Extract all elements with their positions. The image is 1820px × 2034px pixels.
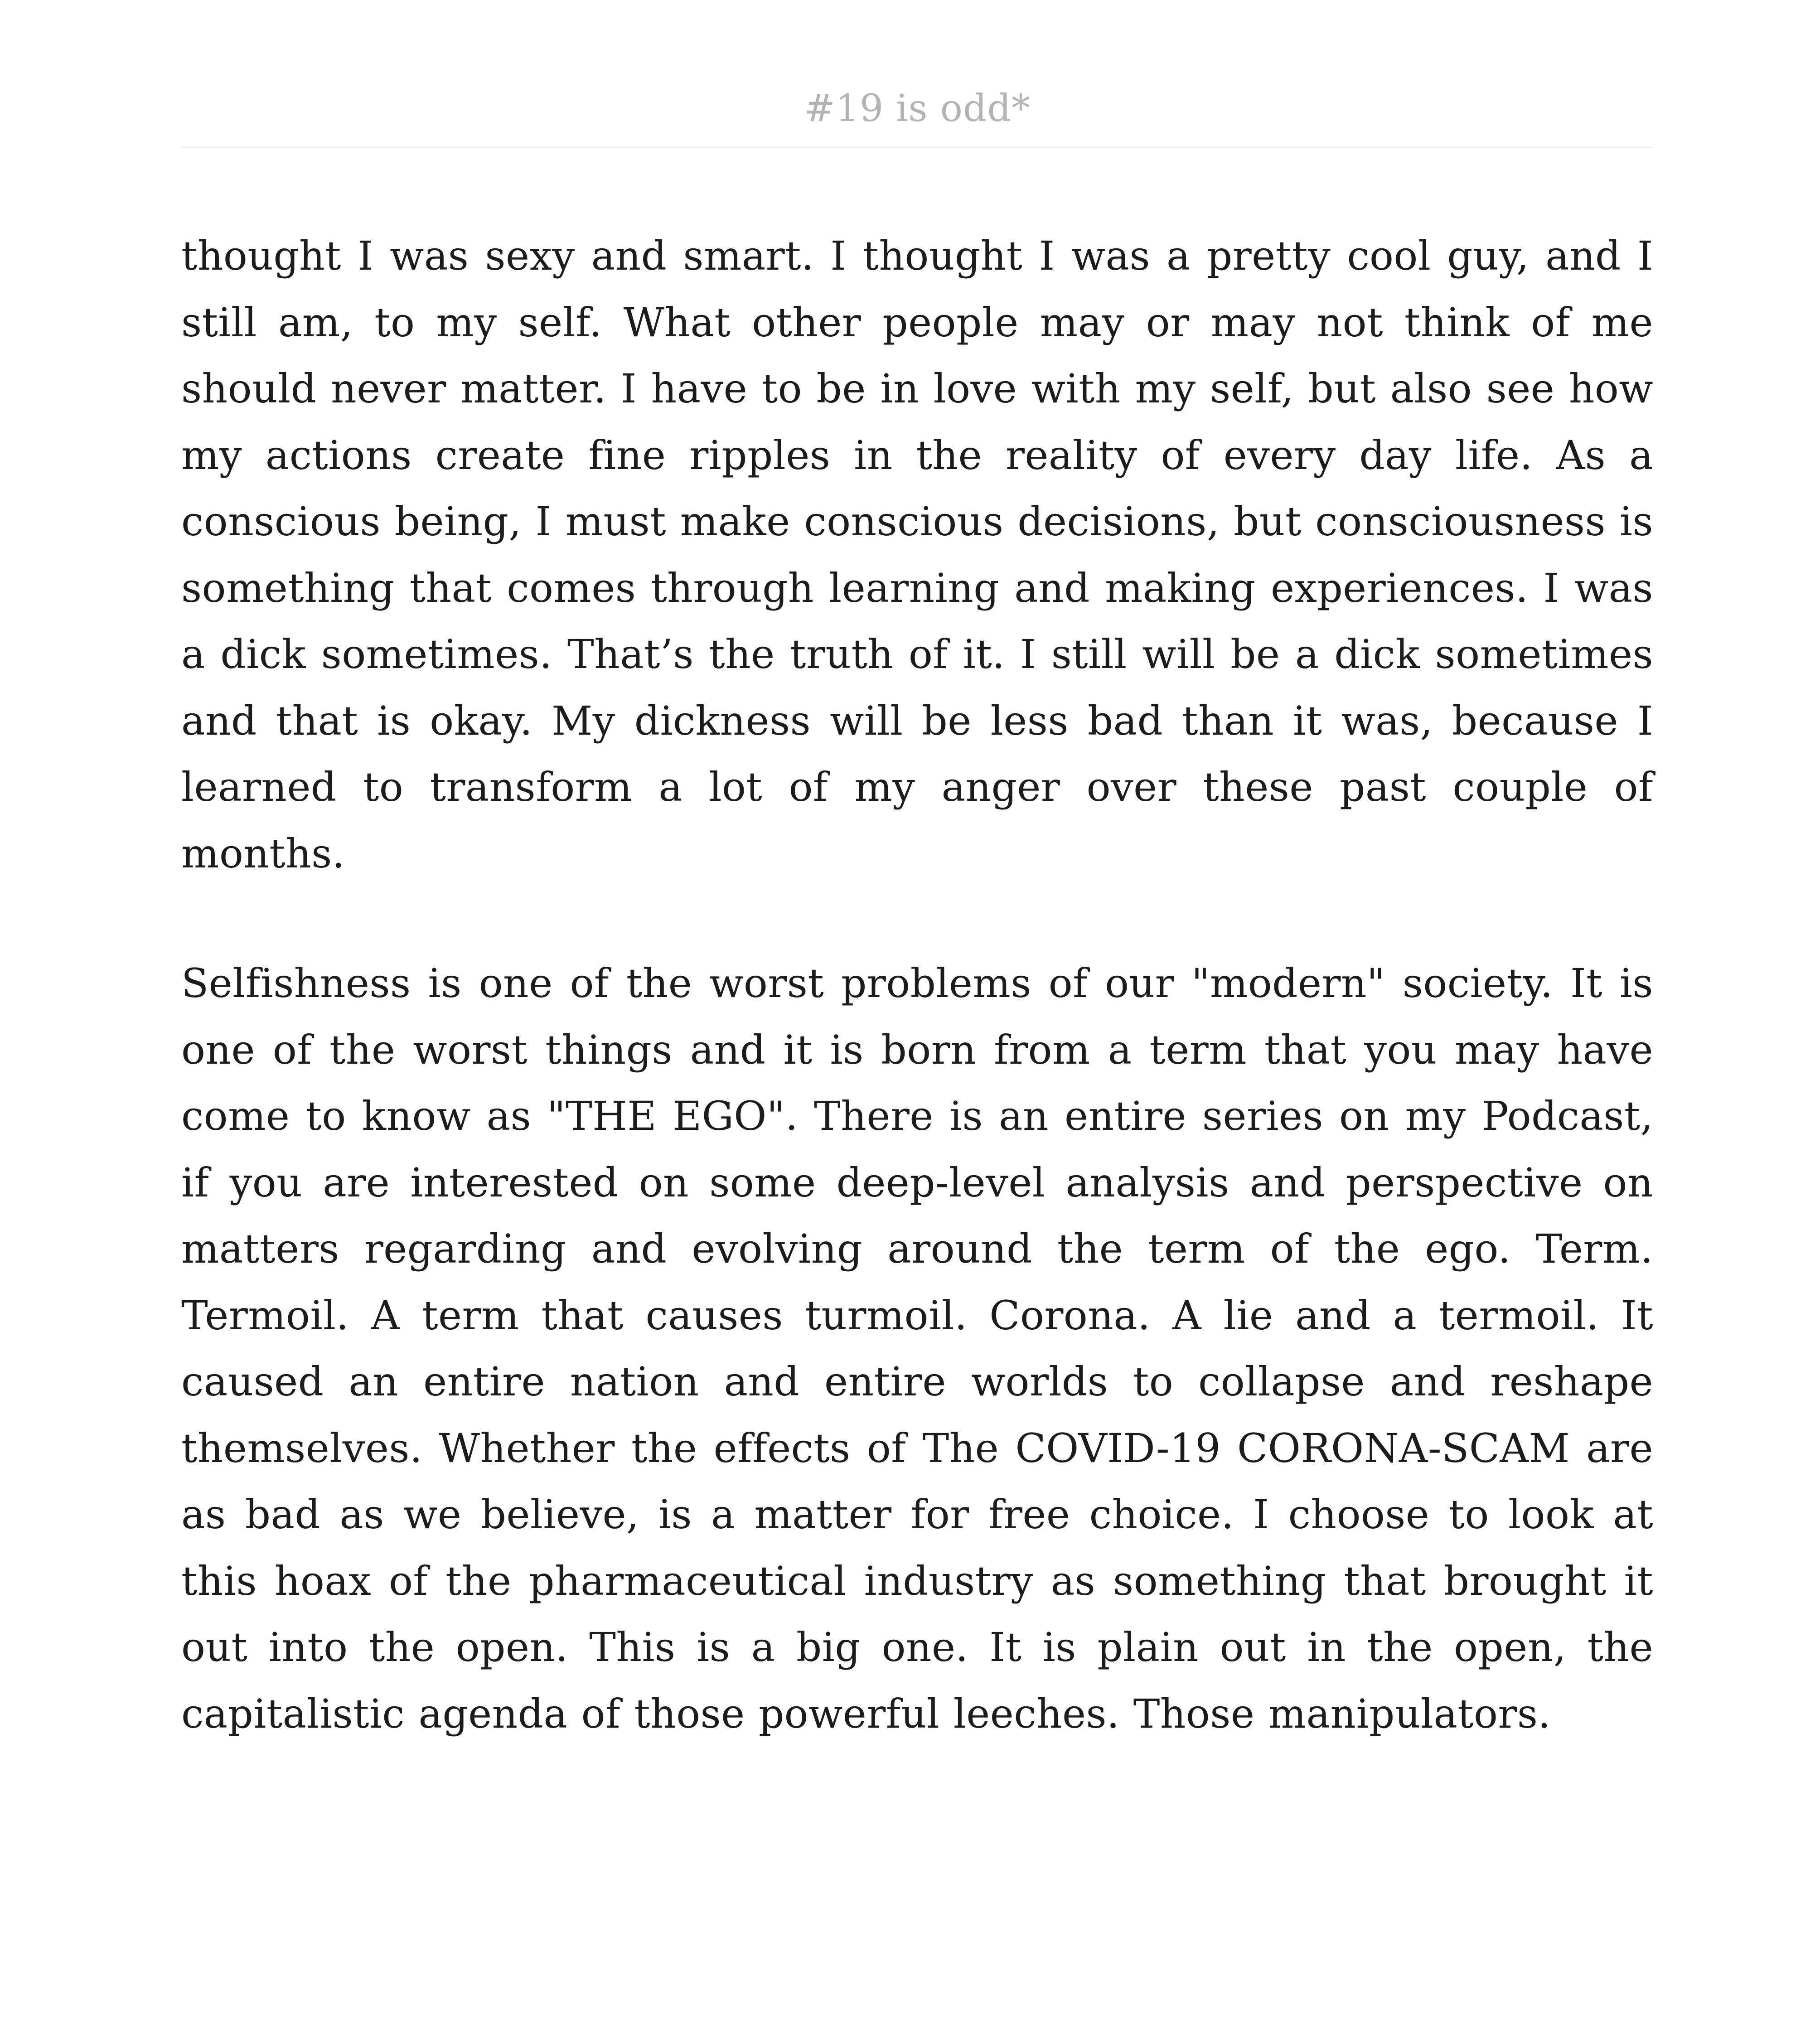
- body-text: [181, 223, 1653, 1747]
- paragraph-1: thought I was sexy and smart. I thought I was a pretty cool guy, and I still am, to my self. What other people may or may not think of me should never matter. I have to be in love with my self, but also see how my actions create fine ripples in the reality of every day life. As a conscious being, I must make conscious decisions, but consciousness is something that comes through learning and making experiences. I was a dick sometimes. That’s the truth of it. I still will be a dick sometimes and that is okay. My dickness will be less bad than it was, because I learned to transform a lot of my anger over these past couple of months.: [181, 232, 1653, 877]
- document-page: [181, 0, 1653, 2034]
- paragraph-2: Selfishness is one of the worst problems of our "modern" society. It is one of the worst things and it is born from a term that you may have come to know as "THE EGO". There is an entire series on my Podcast, if you are interested on some deep-level analysis and perspective on matters regarding and evolving around the term of the ego. Term. Termoil. A term that causes turmoil. Corona. A lie and a termoil. It caused an entire nation and entire worlds to collapse and reshape themselves. Whether the effects of The COVID-19 CORONA-SCAM are as bad as we believe, is a matter for free choice. I choose to look at this hoax of the pharmaceutical industry as something that brought it out into the open. This is a big one. It is plain out in the open, the capitalistic agenda of those powerful leeches. Those manipulators.: [181, 960, 1653, 1737]
- header-divider: [181, 147, 1653, 148]
- running-header: #19 is odd*: [804, 87, 1031, 130]
